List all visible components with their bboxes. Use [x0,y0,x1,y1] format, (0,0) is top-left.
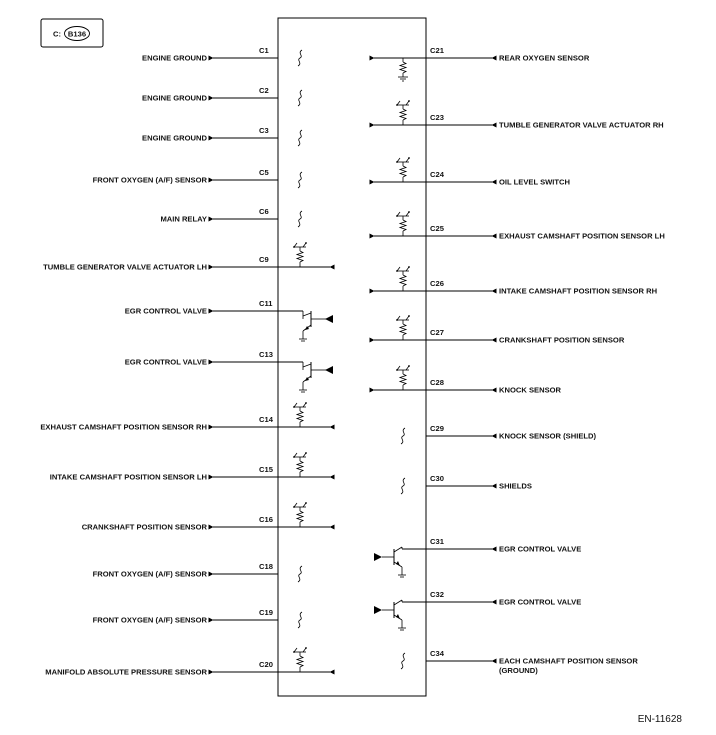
pin-number: C18 [259,562,273,571]
pin-label: INTAKE CAMSHAFT POSITION SENSOR LH [49,472,207,482]
left-pin-c5 [93,168,302,188]
pin-number: C9 [259,255,269,264]
pin-label: KNOCK SENSOR [499,385,562,395]
pin-number: C5 [259,168,269,177]
pin-number: C30 [430,474,444,483]
pin-label: FRONT OXYGEN (A/F) SENSOR [92,175,207,185]
pin-label: INTAKE CAMSHAFT POSITION SENSOR RH [499,286,658,296]
pin-number: C29 [430,424,444,433]
pin-label-line2: (GROUND) [499,666,538,675]
pin-number: C31 [430,537,444,546]
pin-number: C21 [430,46,444,55]
pin-label: OIL LEVEL SWITCH [499,177,571,187]
connector-badge [41,19,103,47]
pin-label: MANIFOLD ABSOLUTE PRESSURE SENSOR [45,667,207,677]
pin-number: C6 [259,207,269,216]
connector-prefix: C: [53,29,62,39]
pin-number: C1 [259,46,269,55]
pin-number: C15 [259,465,273,474]
pin-label: EGR CONTROL VALVE [124,357,207,367]
pin-label: REAR OXYGEN SENSOR [499,53,590,63]
pin-label: MAIN RELAY [160,214,207,224]
pin-label: FRONT OXYGEN (A/F) SENSOR [92,569,207,579]
pin-number: C24 [430,170,444,179]
pin-number: C2 [259,86,269,95]
left-pin-c18 [93,562,302,582]
pin-label: EACH CAMSHAFT POSITION SENSOR [499,656,638,666]
pin-label: ENGINE GROUND [142,53,207,63]
pin-label: FRONT OXYGEN (A/F) SENSOR [92,615,207,625]
pin-label: EGR CONTROL VALVE [124,306,207,316]
pin-label: TUMBLE GENERATOR VALVE ACTUATOR LH [43,262,207,272]
pin-number: C25 [430,224,444,233]
pin-number: C34 [430,649,444,658]
pin-number: C14 [259,415,273,424]
pin-number: C3 [259,126,269,135]
pin-label: EXHAUST CAMSHAFT POSITION SENSOR LH [499,231,665,241]
pin-number: C13 [259,350,273,359]
pin-number: C20 [259,660,273,669]
pin-number: C19 [259,608,273,617]
pin-label: ENGINE GROUND [142,93,207,103]
pin-number: C16 [259,515,273,524]
pin-number: C28 [430,378,444,387]
right-pin-c34 [401,649,638,675]
pin-number: C11 [259,299,273,308]
pin-label: KNOCK SENSOR (SHIELD) [499,431,597,441]
pin-label: CRANKSHAFT POSITION SENSOR [499,335,625,345]
pin-label: TUMBLE GENERATOR VALVE ACTUATOR RH [499,120,664,130]
pin-label: EXHAUST CAMSHAFT POSITION SENSOR RH [40,422,207,432]
pin-label: EGR CONTROL VALVE [499,597,582,607]
pin-number: C32 [430,590,444,599]
pin-number: C27 [430,328,444,337]
right-pin-c29 [401,424,597,444]
pin-label: EGR CONTROL VALVE [499,544,582,554]
connector-code: B136 [67,29,87,39]
pin-label: ENGINE GROUND [142,133,207,143]
pin-number: C23 [430,113,444,122]
pin-label: SHIELDS [499,481,532,491]
figure-code: EN-11628 [637,714,682,725]
left-pin-c19 [93,608,302,628]
pin-label: CRANKSHAFT POSITION SENSOR [81,522,207,532]
pin-number: C26 [430,279,444,288]
